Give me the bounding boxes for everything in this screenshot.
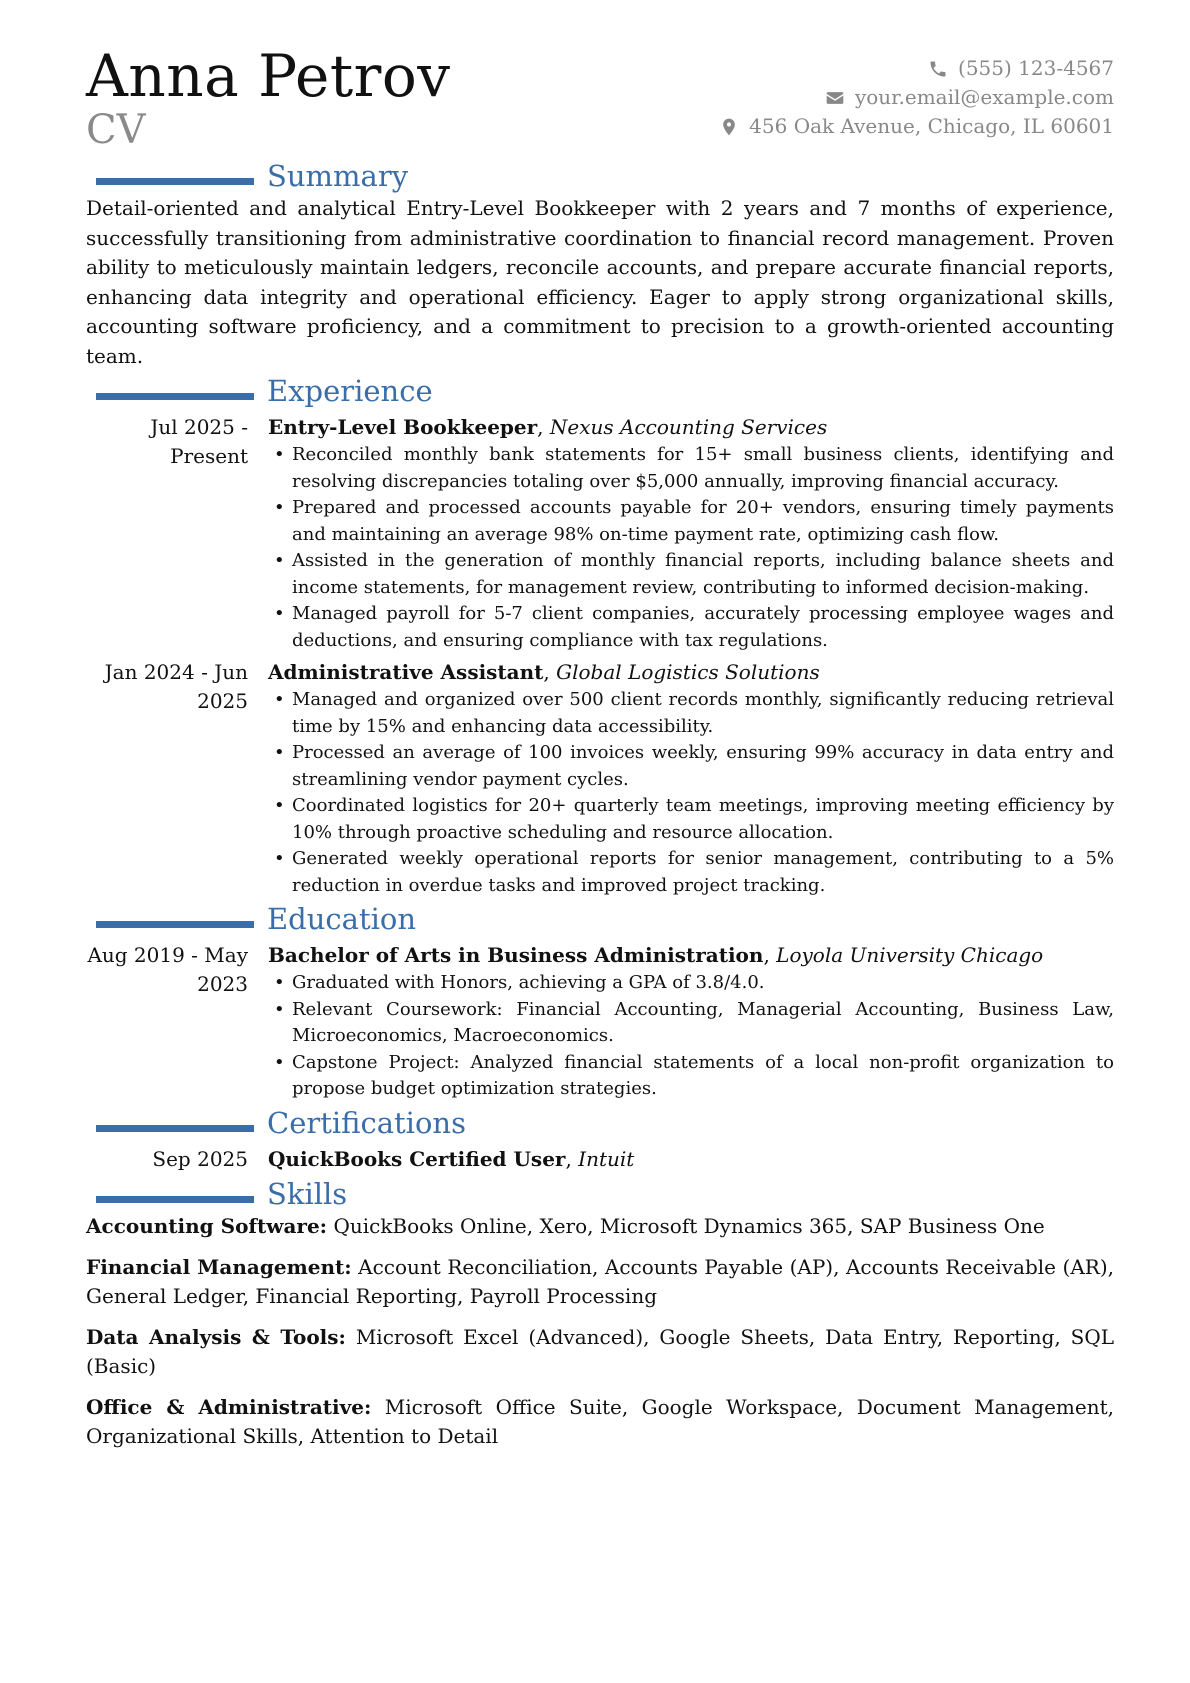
resume-header — [86, 44, 1114, 156]
skill-group-label: Data Analysis & Tools: — [86, 1324, 346, 1349]
bullet-item: • Relevant Coursework: Financial Accounting, Managerial Accounting, Business Law, Microeconomics, Macroeconomics. — [268, 997, 1114, 1050]
education-section-header — [86, 901, 1114, 937]
section-accent-bar — [96, 178, 254, 185]
entry-heading: Entry-Level Bookkeeper, Nexus Accounting Services — [268, 415, 828, 439]
section-title: Experience — [267, 374, 433, 408]
entry-bullets — [268, 970, 1114, 1103]
address-text: 456 Oak Avenue, Chicago, IL 60601 — [749, 114, 1114, 138]
bullet-item: • Coordinated logistics for 20+ quarterly team meetings, improving meeting efficiency by 10% through proactive scheduling and resource allocation. — [268, 793, 1114, 846]
section-title: Summary — [267, 159, 409, 193]
phone-text: (555) 123-4567 — [958, 56, 1114, 80]
entry-issuer: Intuit — [578, 1146, 635, 1171]
candidate-name: Anna Petrov — [86, 42, 451, 110]
entry-date: Aug 2019 - May 2023 — [87, 943, 248, 996]
bullet-item: • Prepared and processed accounts payable for 20+ vendors, ensuring timely payments and maintaining an average 98% on-time payment rate, optimizing cash flow. — [268, 495, 1114, 548]
section-title: Certifications — [267, 1105, 466, 1140]
bullet-item: • Assisted in the generation of monthly financial reports, including balance sheets and income statements, for management review, contributing to informed decision-making. — [268, 548, 1114, 601]
section-title: Education — [267, 902, 417, 936]
entry-date: Jan 2024 - Jun 2025 — [104, 660, 248, 713]
skill-group-label: Financial Management: — [86, 1254, 352, 1279]
summary-text: Detail-oriented and analytical Entry-Level Bookkeeper with 2 years and 7 months of experience, successfully transitioning from administrative coordination to financial record management. Proven ability to meticulously maintain ledgers, reconcile accounts, and prepare accurate financial reports, enhancing data integrity and operational efficiency. Eager to apply strong organizational skills, accounting software proficiency, and a commitment to precision to a growth-oriented accounting team. — [86, 196, 1114, 368]
skill-group-items: Microsoft Excel (Advanced), Google Sheets, Data Entry, Reporting, SQL (Basic) — [86, 1324, 1115, 1378]
experience-entry — [86, 413, 1114, 654]
entry-degree: Bachelor of Arts in Business Administration — [268, 943, 764, 967]
certification-entry — [86, 1145, 1114, 1174]
skill-group-items: QuickBooks Online, Xero, Microsoft Dynamics 365, SAP Business One — [333, 1213, 1045, 1238]
envelope-icon — [825, 88, 845, 108]
bullet-item: • Managed and organized over 500 client records monthly, significantly reducing retrieval time by 15% and enhancing data accessibility. — [268, 687, 1114, 740]
section-accent-bar — [96, 921, 254, 928]
entry-date: Jul 2025 - Present — [150, 415, 248, 468]
skill-group — [86, 1323, 1114, 1381]
experience-section-header — [86, 373, 1114, 409]
skill-group — [86, 1253, 1114, 1311]
bullet-item: • Processed an average of 100 invoices weekly, ensuring 99% accuracy in data entry and streamlining vendor payment cycles. — [268, 740, 1114, 793]
contact-phone[interactable] — [719, 54, 1114, 83]
skills-section-header — [86, 1176, 1114, 1212]
entry-bullets — [268, 687, 1114, 899]
skill-group-label: Office & Administrative: — [86, 1394, 372, 1419]
entry-bullets — [268, 442, 1114, 654]
skills-list — [86, 1212, 1114, 1451]
section-title: Skills — [267, 1176, 348, 1211]
experience-entry — [86, 658, 1114, 899]
bullet-item: • Capstone Project: Analyzed financial statements of a local non-profit organization to propose budget optimization strategies. — [268, 1050, 1114, 1103]
certifications-section-header — [86, 1105, 1114, 1141]
skill-group — [86, 1212, 1114, 1241]
section-accent-bar — [96, 1125, 254, 1132]
contact-block — [719, 54, 1114, 141]
entry-org: Nexus Accounting Services — [549, 415, 828, 439]
entry-date: Sep 2025 — [152, 1146, 248, 1171]
entry-org: Global Logistics Solutions — [556, 660, 820, 684]
entry-role: Entry-Level Bookkeeper — [268, 415, 538, 439]
map-pin-icon — [719, 117, 739, 137]
section-accent-bar — [96, 393, 254, 400]
section-accent-bar — [96, 1196, 254, 1203]
summary-section-header — [86, 158, 1114, 194]
email-text: your.email@example.com — [854, 85, 1114, 109]
skill-group-items: Account Reconciliation, Accounts Payable (AP), Accounts Receivable (AR), General Ledger, Financial Reporting, Payroll Processing — [86, 1254, 1114, 1308]
entry-school: Loyola University Chicago — [776, 943, 1044, 967]
skill-group — [86, 1393, 1114, 1451]
bullet-item: • Graduated with Honors, achieving a GPA of 3.8/4.0. — [268, 970, 1114, 997]
entry-heading: Administrative Assistant, Global Logistics Solutions — [268, 660, 820, 684]
resume-page — [86, 44, 1114, 1463]
contact-address — [719, 112, 1114, 141]
bullet-item: • Reconciled monthly bank statements for 15+ small business clients, identifying and resolving discrepancies totaling over $5,000 annually, improving financial accuracy. — [268, 442, 1114, 495]
phone-icon — [928, 59, 948, 79]
skill-group-items: Microsoft Office Suite, Google Workspace, Document Management, Organizational Skills, Attention to Detail — [86, 1394, 1115, 1448]
contact-email[interactable] — [719, 83, 1114, 112]
entry-certification: QuickBooks Certified User — [268, 1146, 566, 1171]
entry-role: Administrative Assistant — [268, 660, 544, 684]
entry-heading: QuickBooks Certified User, Intuit — [268, 1146, 635, 1171]
bullet-item: • Generated weekly operational reports for senior management, contributing to a 5% reduction in overdue tasks and improved project tracking. — [268, 846, 1114, 899]
entry-heading: Bachelor of Arts in Business Administration, Loyola University Chicago — [268, 943, 1044, 967]
document-subtitle: CV — [86, 107, 146, 153]
skill-group-label: Accounting Software: — [86, 1213, 328, 1238]
bullet-item: • Managed payroll for 5-7 client companies, accurately processing employee wages and deductions, and ensuring compliance with tax regulations. — [268, 601, 1114, 654]
education-entry — [86, 941, 1114, 1103]
